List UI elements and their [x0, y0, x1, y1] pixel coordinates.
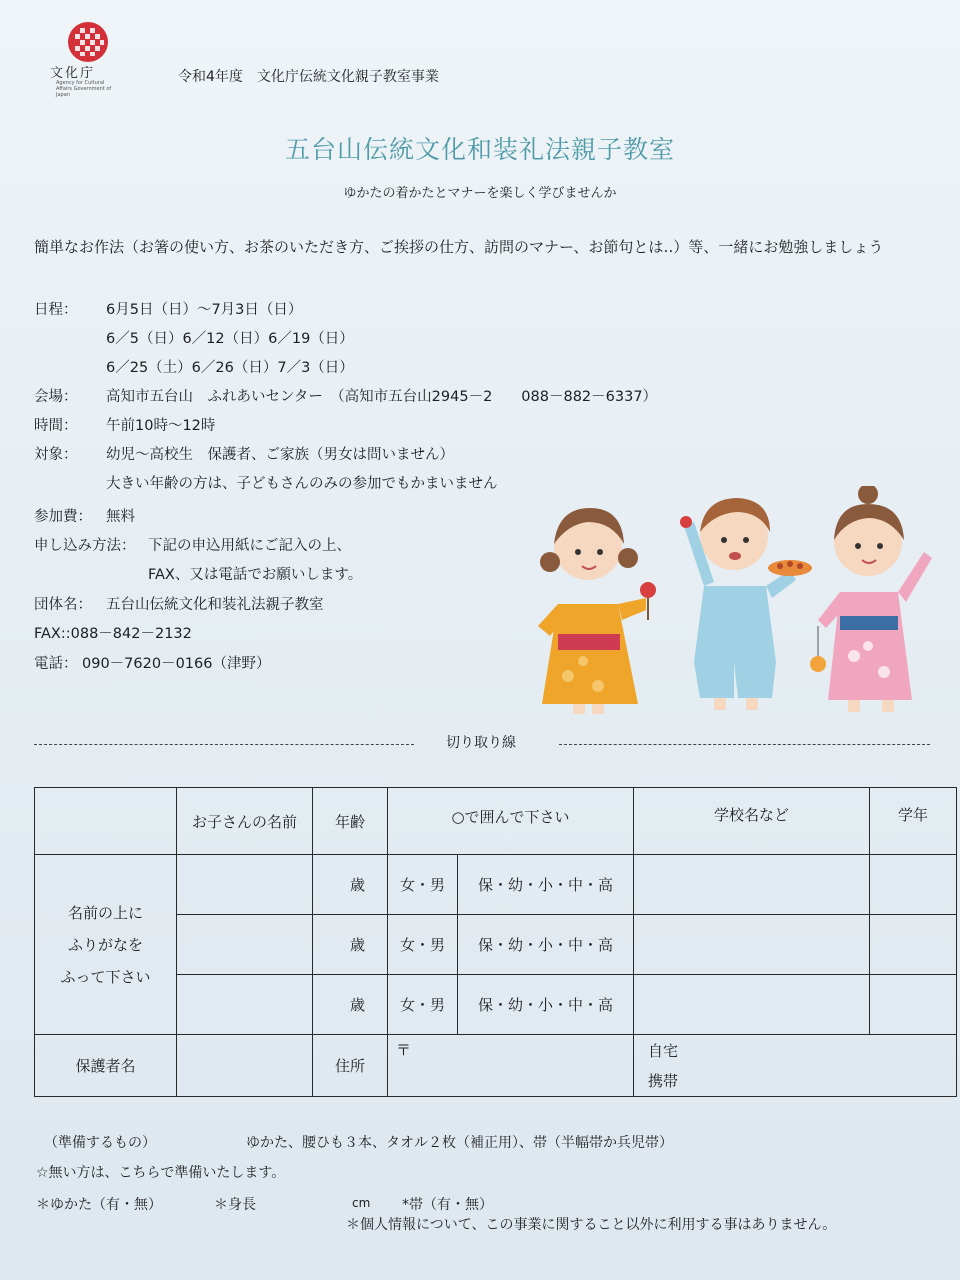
gender-options[interactable]: 女・男	[388, 975, 458, 1035]
schedule-dates-2: 6／25（土）6／26（日）7／3（日）	[106, 360, 354, 376]
guardian-name-field[interactable]	[177, 1035, 313, 1097]
phone-field[interactable]	[634, 1035, 957, 1097]
furigana-note-line-3: ふって下さい	[60, 967, 151, 986]
apply-label: 申し込み方法：	[34, 538, 136, 554]
child-name-field[interactable]	[177, 915, 313, 975]
height-label: ＊身長	[214, 1197, 256, 1213]
prepare-items: ゆかた、腰ひも３本、タオル２枚（補正用）、帯（半幅帯か兵児帯）	[246, 1135, 673, 1151]
age-unit: 歳	[349, 876, 365, 894]
target-note: 大きい年齢の方は、子どもさんのみの参加でもかまいません	[106, 476, 498, 492]
child-name-field[interactable]	[177, 975, 313, 1035]
school-level-options[interactable]: 保・幼・小・中・高	[458, 915, 634, 975]
header-circle-instruction: ○で囲んで下さい	[388, 788, 634, 855]
page-title: 五台山伝統文化和装礼法親子教室	[284, 135, 675, 164]
furigana-note-line-1: 名前の上に	[67, 903, 143, 922]
age-field[interactable]	[313, 915, 388, 975]
header-grade: 学年	[870, 788, 957, 855]
none-note: ☆無い方は、こちらで準備いたします。	[36, 1165, 286, 1181]
intro-text: 簡単なお作法（お箸の使い方、お茶のいただき方、ご挨拶の仕方、訪問のマナー、お節句とは‥）等、一緒にお勉強しましょう	[34, 238, 884, 256]
height-unit: cm	[352, 1196, 371, 1210]
school-name-field[interactable]	[634, 855, 870, 915]
school-name-field[interactable]	[634, 915, 870, 975]
table-row	[35, 855, 957, 915]
target: 幼児〜高校生 保護者、ご家族（男女は問いません）	[106, 447, 454, 463]
apply-line-1: 下記の申込用紙にご記入の上、	[148, 538, 351, 554]
grade-field[interactable]	[870, 915, 957, 975]
address-label: 住所	[313, 1035, 388, 1097]
child-name-field[interactable]	[177, 855, 313, 915]
age-field[interactable]	[313, 855, 388, 915]
address-field[interactable]	[388, 1035, 634, 1097]
age-field[interactable]	[313, 975, 388, 1035]
phone-number: 090－7620－0166（津野）	[82, 656, 271, 672]
agency-logo-text: 文化庁	[50, 66, 96, 81]
postal-mark: 〒	[396, 1041, 412, 1059]
grade-field[interactable]	[870, 855, 957, 915]
apply-line-2: FAX、又は電話でお願いします。	[148, 567, 363, 583]
venue-label: 会場：	[34, 389, 78, 405]
yukata-option: ＊ゆかた（有・無）	[36, 1197, 162, 1213]
program-line: 令和4年度 文化庁伝統文化親子教室事業	[178, 69, 439, 85]
schedule-dates-1: 6／5（日）6／12（日）6／19（日）	[106, 331, 354, 347]
cut-line-dash-left	[34, 744, 414, 745]
girl-orange-yukata-icon	[538, 508, 656, 714]
cut-line-dash-right	[559, 744, 930, 745]
prepare-label: （準備するもの）	[44, 1135, 156, 1151]
boy-blue-yukata-icon	[680, 498, 812, 710]
school-name-field[interactable]	[634, 975, 870, 1035]
agency-logo-subtext: Agency for Cultural Affairs Government of Japan	[56, 80, 112, 98]
gender-options[interactable]: 女・男	[388, 855, 458, 915]
guardian-row	[35, 1035, 957, 1097]
schedule-range: 6月5日（日）〜7月3日（日）	[106, 302, 303, 318]
furigana-note-line-2: ふりがなを	[67, 935, 143, 954]
time: 午前10時〜12時	[106, 418, 216, 434]
gender-options[interactable]: 女・男	[388, 915, 458, 975]
cut-line-label: 切り取り線	[446, 735, 516, 751]
home-phone-label: 自宅	[648, 1041, 679, 1060]
school-level-options[interactable]: 保・幼・小・中・高	[458, 975, 634, 1035]
furigana-note	[35, 855, 177, 1035]
header-school: 学校名など	[634, 788, 870, 855]
target-label: 対象：	[34, 447, 78, 463]
privacy-note: ＊個人情報について、この事業に関すること以外に利用する事はありません。	[346, 1217, 837, 1233]
time-label: 時間：	[34, 418, 78, 434]
age-unit: 歳	[349, 936, 365, 954]
group-name: 五台山伝統文化和装礼法親子教室	[106, 597, 324, 613]
guardian-label: 保護者名	[35, 1035, 177, 1097]
fee-label: 参加費：	[34, 509, 92, 525]
group-label: 団体名：	[34, 597, 92, 613]
age-unit: 歳	[349, 996, 365, 1014]
form-header-row	[35, 788, 957, 855]
header-age: 年齢	[313, 788, 388, 855]
header-blank-cell	[35, 788, 177, 855]
page-subtitle: ゆかたの着かたとマナーを楽しく学びませんか	[343, 186, 617, 201]
schedule-label: 日程：	[34, 302, 78, 318]
fee: 無料	[106, 509, 135, 525]
phone-label: 電話：	[34, 656, 78, 672]
fax-number: FAX::088－842－2132	[34, 626, 192, 642]
mobile-phone-label: 携帯	[648, 1071, 679, 1090]
children-in-yukata-illustration	[528, 486, 938, 720]
application-form-table	[34, 787, 957, 1097]
agency-logo-icon	[66, 20, 110, 64]
venue: 高知市五台山 ふれあいセンター （高知市五台山2945－2 088－882－6337）	[106, 389, 658, 405]
girl-pink-yukata-icon	[810, 486, 932, 712]
grade-field[interactable]	[870, 975, 957, 1035]
header-child-name: お子さんの名前	[177, 788, 313, 855]
obi-option: *帯（有・無）	[402, 1197, 493, 1213]
school-level-options[interactable]: 保・幼・小・中・高	[458, 855, 634, 915]
